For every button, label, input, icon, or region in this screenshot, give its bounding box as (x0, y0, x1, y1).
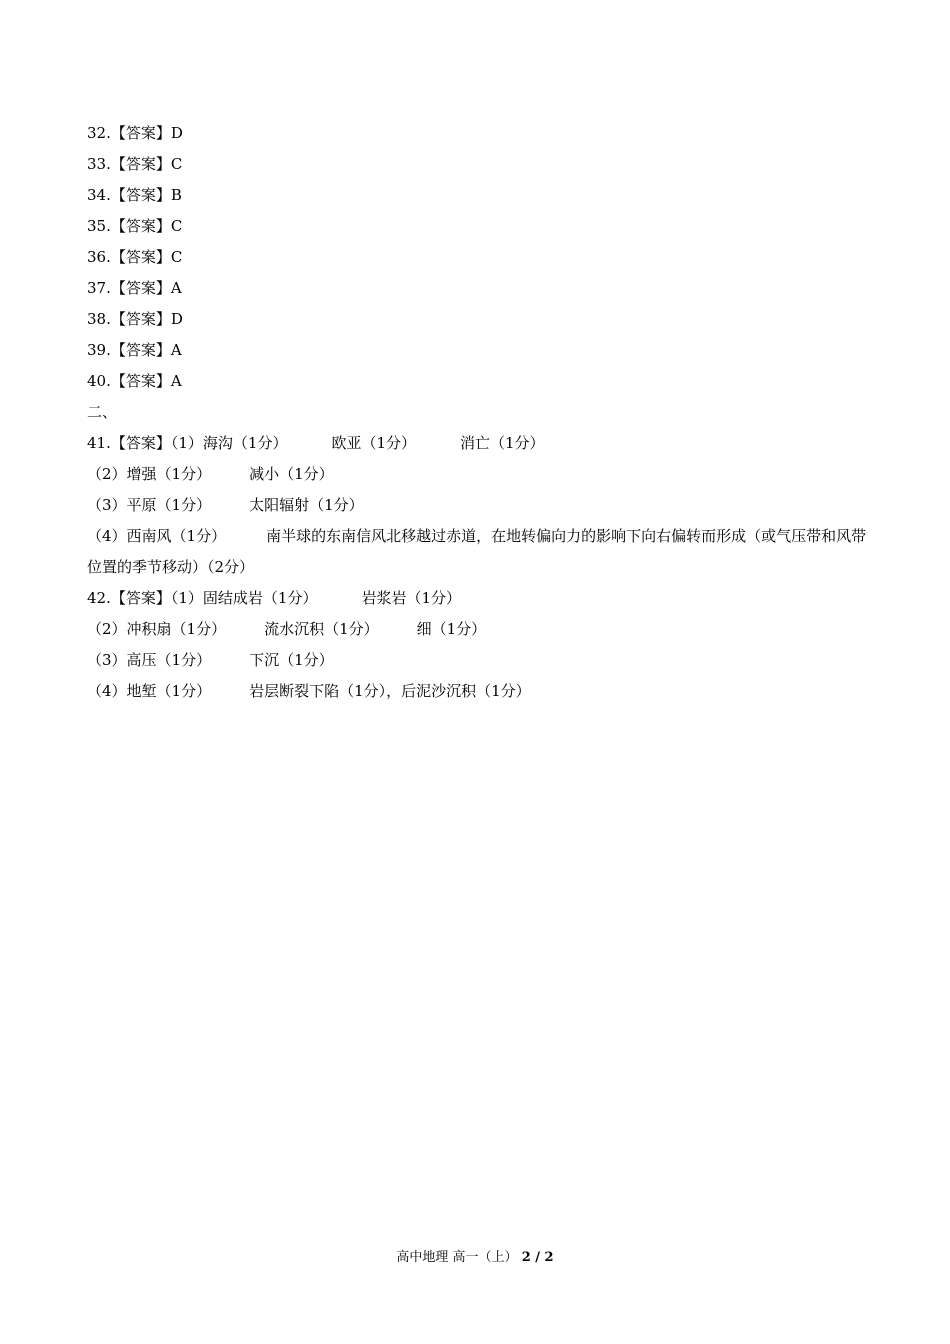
answer-line-40 (87, 366, 877, 397)
answer-text: 减小（1分） (249, 465, 334, 483)
answer-value: C (170, 217, 183, 235)
answer-line-32 (87, 118, 877, 149)
q41-part2 (87, 459, 877, 490)
answer-value: A (170, 279, 182, 297)
q41-part3 (87, 490, 877, 521)
question-number: 34. (87, 186, 111, 204)
answer-value: D (170, 310, 183, 328)
answer-line-35 (87, 211, 877, 242)
page-number: 2 / 2 (521, 1250, 554, 1265)
answer-value: A (170, 372, 182, 390)
question-number: 33. (87, 155, 111, 173)
q42-part4 (87, 676, 877, 707)
answer-text: （1）固结成岩（1分） (170, 589, 318, 607)
page-footer (0, 1246, 950, 1265)
question-number: 35. (87, 217, 111, 235)
answer-value: A (170, 341, 182, 359)
answer-text: （4）地堑（1分） (87, 682, 212, 700)
q42-part2 (87, 614, 877, 645)
answer-text: 消亡（1分） (460, 434, 545, 452)
question-number: 42. (87, 589, 111, 607)
answer-line-39 (87, 335, 877, 366)
answer-text: （2）冲积扇（1分） (87, 620, 227, 638)
answer-line-38 (87, 304, 877, 335)
answer-tag: 【答案】 (110, 434, 171, 452)
q42-part1 (87, 583, 877, 614)
answer-tag: 【答案】 (110, 186, 171, 204)
answer-value: C (170, 248, 183, 266)
answer-tag: 【答案】 (110, 372, 171, 390)
answer-tag: 【答案】 (110, 279, 171, 297)
footer-title: 高中地理 高一（上） (396, 1250, 518, 1265)
answer-tag: 【答案】 (110, 155, 171, 173)
answer-tag: 【答案】 (110, 248, 171, 266)
answer-tag: 【答案】 (110, 217, 171, 235)
question-number: 38. (87, 310, 111, 328)
answer-text: 岩层断裂下陷（1分），后泥沙沉积（1分） (249, 682, 531, 700)
answer-text: （1）海沟（1分） (170, 434, 288, 452)
answer-text: 太阳辐射（1分） (249, 496, 364, 514)
answer-text: （3）平原（1分） (87, 496, 212, 514)
question-number: 32. (87, 124, 111, 142)
question-number: 36. (87, 248, 111, 266)
question-number: 39. (87, 341, 111, 359)
answer-content (87, 118, 877, 707)
section-heading: 二、 (87, 403, 118, 421)
answer-line-37 (87, 273, 877, 304)
answer-text: 流水沉积（1分） (264, 620, 379, 638)
answer-value: D (170, 124, 183, 142)
q42-part3 (87, 645, 877, 676)
q41-part1 (87, 428, 877, 459)
answer-value: B (170, 186, 182, 204)
answer-text: （4）西南风（1分） (87, 527, 227, 545)
answer-tag: 【答案】 (110, 124, 171, 142)
answer-tag: 【答案】 (110, 310, 171, 328)
answer-tag: 【答案】 (110, 589, 171, 607)
answer-text: 岩浆岩（1分） (361, 589, 462, 607)
answer-line-33 (87, 149, 877, 180)
answer-text: 细（1分） (416, 620, 487, 638)
question-number: 40. (87, 372, 111, 390)
answer-tag: 【答案】 (110, 341, 171, 359)
answer-line-36 (87, 242, 877, 273)
answer-value: C (170, 155, 183, 173)
answer-text: 下沉（1分） (249, 651, 334, 669)
answer-line-34 (87, 180, 877, 211)
q41-part4 (87, 521, 877, 583)
question-number: 41. (87, 434, 111, 452)
answer-text: （3）高压（1分） (87, 651, 212, 669)
question-number: 37. (87, 279, 111, 297)
answer-text: 欧亚（1分） (331, 434, 417, 452)
answer-text: 南半球的东南信风北移越过赤道，在地转偏向力的影响下向右偏转而形成（或气压带和风带位置的季节移动）（2分） (87, 527, 867, 576)
answer-text: （2）增强（1分） (87, 465, 212, 483)
